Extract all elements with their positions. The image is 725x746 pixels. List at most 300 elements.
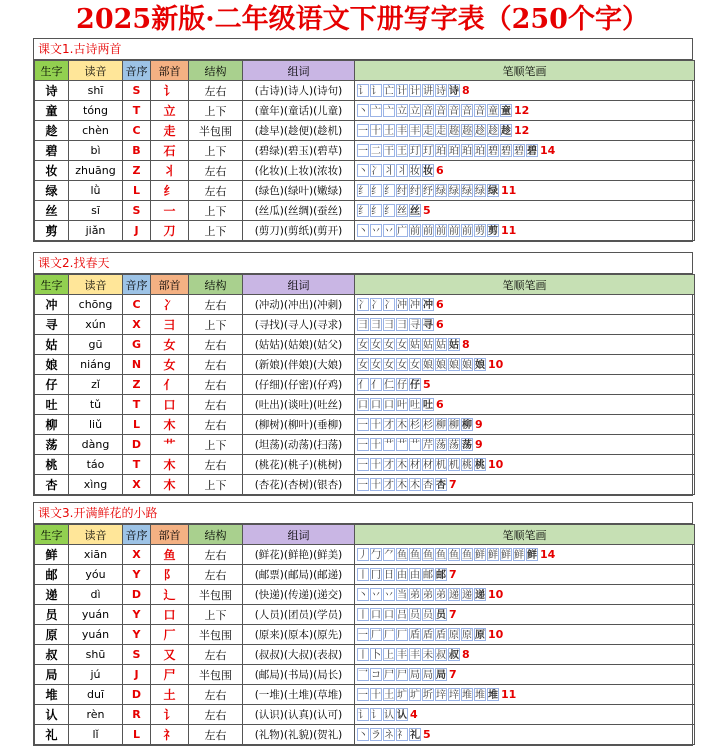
stroke-box: 绿	[462, 186, 472, 198]
stroke-box: 原	[462, 630, 472, 642]
stroke-box: 姑	[449, 340, 459, 352]
column-header-pinyin: 读音	[69, 275, 123, 295]
stroke-box: 鱼	[462, 550, 472, 562]
stroke-box: 木	[410, 480, 420, 492]
stroke-box: 一	[358, 126, 368, 138]
stroke-box: 寻	[410, 320, 420, 332]
strokes-cell	[355, 355, 695, 375]
stroke-box: 女	[384, 340, 394, 352]
stroke-box: 鱼	[449, 550, 459, 562]
order-cell: L	[123, 725, 151, 745]
strokes-cell	[355, 201, 695, 221]
character-cell: 鲜	[35, 545, 69, 565]
table-row	[35, 161, 695, 181]
stroke-box: 未	[423, 650, 433, 662]
stroke-box: 土	[384, 126, 394, 138]
table-row	[35, 121, 695, 141]
stroke-count: 14	[540, 144, 556, 158]
stroke-box: 纾	[423, 186, 433, 198]
radical-cell: 木	[151, 415, 189, 435]
stroke-box: 十	[371, 460, 381, 472]
stroke-box: 员	[410, 610, 420, 622]
stroke-box: 日	[384, 570, 394, 582]
table-row	[35, 565, 695, 585]
pinyin-cell: duī	[69, 685, 123, 705]
stroke-box: 趁	[501, 126, 511, 138]
stroke-box: 鱼	[397, 550, 407, 562]
stroke-box: 鲜	[514, 550, 524, 562]
stroke-box: 趁	[475, 126, 485, 138]
table-row	[35, 355, 695, 375]
stroke-box: 材	[410, 460, 420, 472]
stroke-box: 口	[371, 400, 381, 412]
character-cell: 丝	[35, 201, 69, 221]
stroke-box: ラ	[371, 730, 381, 742]
words-cell: (人员)(团员)(学员)	[243, 605, 355, 625]
table-row	[35, 395, 695, 415]
strokes-cell	[355, 605, 695, 625]
stroke-box: 圻	[423, 690, 433, 702]
stroke-box: 冫	[358, 300, 368, 312]
stroke-box: 弟	[410, 590, 420, 602]
column-header-words: 组词	[243, 525, 355, 545]
stroke-box: 厂	[397, 630, 407, 642]
stroke-box: 员	[436, 610, 446, 622]
table-row	[35, 221, 695, 241]
column-header-radical: 部首	[151, 275, 189, 295]
structure-cell: 左右	[189, 181, 243, 201]
radical-cell: 鱼	[151, 545, 189, 565]
order-cell: B	[123, 141, 151, 161]
structure-cell: 半包围	[189, 121, 243, 141]
words-cell: (姑姑)(姑娘)(姑父)	[243, 335, 355, 355]
table-row	[35, 665, 695, 685]
stroke-box: 冂	[371, 570, 381, 582]
stroke-box: 前	[462, 226, 472, 238]
stroke-box: 吕	[397, 610, 407, 622]
stroke-count: 5	[423, 204, 431, 218]
radical-cell: 辶	[151, 585, 189, 605]
stroke-box: 娘	[475, 360, 485, 372]
column-header-order: 音序	[123, 525, 151, 545]
stroke-box: 一	[358, 690, 368, 702]
stroke-box: 尸	[397, 670, 407, 682]
stroke-box: 叔	[436, 650, 446, 662]
order-cell: Z	[123, 375, 151, 395]
stroke-box: 纣	[410, 186, 420, 198]
stroke-box: 立	[397, 106, 407, 118]
stroke-box: 认	[397, 710, 407, 722]
character-cell: 娘	[35, 355, 69, 375]
character-cell: 礼	[35, 725, 69, 745]
order-cell: Y	[123, 625, 151, 645]
stroke-count: 10	[488, 458, 504, 472]
stroke-box: 叔	[449, 650, 459, 662]
character-table	[34, 274, 695, 495]
stroke-box: 才	[384, 460, 394, 472]
stroke-box: 丶	[358, 106, 368, 118]
stroke-box: 艹	[397, 440, 407, 452]
radical-cell: 丬	[151, 161, 189, 181]
strokes-cell	[355, 665, 695, 685]
stroke-box: 纣	[397, 186, 407, 198]
structure-cell: 上下	[189, 605, 243, 625]
stroke-box: 一	[358, 480, 368, 492]
strokes-cell	[355, 221, 695, 241]
words-cell: (鲜花)(鲜艳)(鲜美)	[243, 545, 355, 565]
radical-cell: 口	[151, 395, 189, 415]
structure-cell: 左右	[189, 81, 243, 101]
words-cell: (冲动)(冲出)(冲刺)	[243, 295, 355, 315]
stroke-box: 冲	[423, 300, 433, 312]
stroke-box: 玎	[410, 146, 420, 158]
stroke-box: 口	[371, 610, 381, 622]
stroke-box: 亡	[384, 86, 394, 98]
strokes-cell	[355, 455, 695, 475]
stroke-box: 丨	[358, 650, 368, 662]
stroke-box: 口	[384, 400, 394, 412]
stroke-box: 鱼	[436, 550, 446, 562]
words-cell: (柳树)(柳叶)(垂柳)	[243, 415, 355, 435]
pinyin-cell: jú	[69, 665, 123, 685]
structure-cell: 上下	[189, 475, 243, 495]
stroke-box: 鲜	[475, 550, 485, 562]
stroke-box: 丰	[397, 126, 407, 138]
column-header-radical: 部首	[151, 61, 189, 81]
stroke-box: 丶	[358, 226, 368, 238]
stroke-box: 圹	[410, 690, 420, 702]
stroke-count: 7	[449, 608, 457, 622]
structure-cell: 左右	[189, 415, 243, 435]
stroke-box: 亻	[358, 380, 368, 392]
order-cell: D	[123, 585, 151, 605]
stroke-box: 递	[475, 590, 485, 602]
radical-cell: 刀	[151, 221, 189, 241]
stroke-box: 丶	[358, 590, 368, 602]
stroke-box: 鲜	[527, 550, 537, 562]
header-row	[35, 525, 695, 545]
stroke-box: 丷	[384, 226, 394, 238]
stroke-box: 鱼	[410, 550, 420, 562]
stroke-box: 童	[488, 106, 498, 118]
radical-cell: 土	[151, 685, 189, 705]
stroke-box: 仔	[410, 380, 420, 392]
pinyin-cell: lǐ	[69, 725, 123, 745]
stroke-count: 8	[462, 338, 470, 352]
stroke-box: 芹	[423, 440, 433, 452]
pinyin-cell: tǔ	[69, 395, 123, 415]
strokes-cell	[355, 295, 695, 315]
stroke-box: 杏	[423, 480, 433, 492]
character-cell: 荡	[35, 435, 69, 455]
words-cell: (吐出)(谈吐)(吐丝)	[243, 395, 355, 415]
column-header-strokes: 笔顺笔画	[355, 61, 695, 81]
pinyin-cell: dì	[69, 585, 123, 605]
order-cell: S	[123, 645, 151, 665]
stroke-box: 前	[449, 226, 459, 238]
pinyin-cell: yóu	[69, 565, 123, 585]
table-row	[35, 335, 695, 355]
stroke-box: 讲	[423, 86, 433, 98]
structure-cell: 半包围	[189, 665, 243, 685]
stroke-box: 趁	[488, 126, 498, 138]
character-cell: 妆	[35, 161, 69, 181]
stroke-box: 由	[410, 570, 420, 582]
structure-cell: 左右	[189, 455, 243, 475]
strokes-cell	[355, 705, 695, 725]
table-row	[35, 685, 695, 705]
pinyin-cell: yuán	[69, 625, 123, 645]
stroke-box: 丰	[397, 650, 407, 662]
radical-cell: 石	[151, 141, 189, 161]
strokes-cell	[355, 335, 695, 355]
stroke-box: 荡	[462, 440, 472, 452]
stroke-box: 礻	[397, 730, 407, 742]
stroke-box: 十	[371, 126, 381, 138]
character-cell: 原	[35, 625, 69, 645]
order-cell: D	[123, 685, 151, 705]
stroke-box: 丷	[384, 590, 394, 602]
structure-cell: 左右	[189, 545, 243, 565]
stroke-box: 女	[371, 340, 381, 352]
header-row	[35, 61, 695, 81]
stroke-box: 勹	[371, 550, 381, 562]
pinyin-cell: xún	[69, 315, 123, 335]
stroke-box: 柳	[462, 420, 472, 432]
stroke-box: 走	[423, 126, 433, 138]
structure-cell: 左右	[189, 725, 243, 745]
stroke-box: 珀	[436, 146, 446, 158]
strokes-cell	[355, 585, 695, 605]
radical-cell: 讠	[151, 705, 189, 725]
pinyin-cell: chōng	[69, 295, 123, 315]
words-cell: (杏花)(杏树)(银杏)	[243, 475, 355, 495]
stroke-box: 计	[397, 86, 407, 98]
stroke-count: 12	[514, 124, 530, 138]
character-cell: 递	[35, 585, 69, 605]
column-header-structure: 结构	[189, 525, 243, 545]
words-cell: (碧绿)(碧玉)(碧草)	[243, 141, 355, 161]
stroke-box: 乛	[358, 670, 368, 682]
stroke-count: 6	[436, 318, 444, 332]
stroke-box: 弟	[423, 590, 433, 602]
stroke-count: 12	[514, 104, 530, 118]
column-header-order: 音序	[123, 61, 151, 81]
stroke-box: 当	[397, 590, 407, 602]
stroke-box: 仔	[397, 380, 407, 392]
stroke-box: 一	[358, 630, 368, 642]
stroke-box: 珀	[449, 146, 459, 158]
order-cell: S	[123, 81, 151, 101]
table-row	[35, 585, 695, 605]
stroke-box: 丷	[371, 590, 381, 602]
stroke-box: 亠	[371, 106, 381, 118]
stroke-box: 递	[462, 590, 472, 602]
stroke-box: 讠	[358, 86, 368, 98]
stroke-box: 厂	[371, 630, 381, 642]
structure-cell: 半包围	[189, 585, 243, 605]
stroke-box: 上	[384, 650, 394, 662]
words-cell: (坦荡)(动荡)(扫荡)	[243, 435, 355, 455]
table-row	[35, 415, 695, 435]
table-row	[35, 201, 695, 221]
stroke-box: 冫	[384, 300, 394, 312]
stroke-box: 绿	[436, 186, 446, 198]
words-cell: (童年)(童话)(儿童)	[243, 101, 355, 121]
lesson-title: 课文2.找春天	[34, 253, 692, 274]
words-cell: (邮局)(书局)(局长)	[243, 665, 355, 685]
stroke-box: 盾	[423, 630, 433, 642]
column-header-order: 音序	[123, 275, 151, 295]
stroke-box: 才	[384, 420, 394, 432]
stroke-box: 十	[371, 480, 381, 492]
stroke-box: 干	[384, 146, 394, 158]
stroke-box: 趂	[462, 126, 472, 138]
character-cell: 童	[35, 101, 69, 121]
words-cell: (桃花)(桃子)(桃树)	[243, 455, 355, 475]
stroke-box: 娘	[436, 360, 446, 372]
pinyin-cell: chèn	[69, 121, 123, 141]
stroke-box: 剪	[488, 226, 498, 238]
radical-cell: 礻	[151, 725, 189, 745]
stroke-box: 丶	[358, 166, 368, 178]
structure-cell: 上下	[189, 221, 243, 241]
radical-cell: 讠	[151, 81, 189, 101]
character-cell: 邮	[35, 565, 69, 585]
stroke-box: 妆	[423, 166, 433, 178]
structure-cell: 上下	[189, 141, 243, 161]
table-row	[35, 455, 695, 475]
column-header-words: 组词	[243, 275, 355, 295]
stroke-box: 由	[397, 570, 407, 582]
radical-cell: 艹	[151, 435, 189, 455]
pinyin-cell: liǔ	[69, 415, 123, 435]
stroke-box: 彐	[397, 320, 407, 332]
stroke-box: ⺈	[384, 550, 394, 562]
strokes-cell	[355, 625, 695, 645]
stroke-count: 10	[488, 358, 504, 372]
column-header-strokes: 笔顺笔画	[355, 525, 695, 545]
lesson-section	[33, 252, 693, 496]
stroke-box: 一	[358, 146, 368, 158]
stroke-box: 丨	[358, 610, 368, 622]
table-row	[35, 725, 695, 745]
character-cell: 柳	[35, 415, 69, 435]
stroke-box: 娘	[423, 360, 433, 372]
stroke-box: 杉	[423, 420, 433, 432]
radical-cell: 冫	[151, 295, 189, 315]
stroke-box: 垶	[449, 690, 459, 702]
radical-cell: 女	[151, 355, 189, 375]
structure-cell: 左右	[189, 375, 243, 395]
stroke-box: 女	[384, 360, 394, 372]
pinyin-cell: sī	[69, 201, 123, 221]
character-cell: 姑	[35, 335, 69, 355]
stroke-box: 机	[449, 460, 459, 472]
lesson-section	[33, 38, 693, 242]
strokes-cell	[355, 161, 695, 181]
strokes-cell	[355, 101, 695, 121]
structure-cell: 左右	[189, 645, 243, 665]
stroke-count: 9	[475, 418, 483, 432]
order-cell: T	[123, 455, 151, 475]
stroke-box: 纟	[358, 186, 368, 198]
column-header-char: 生字	[35, 61, 69, 81]
table-row	[35, 181, 695, 201]
words-cell: (寻找)(寻人)(寻求)	[243, 315, 355, 335]
character-cell: 叔	[35, 645, 69, 665]
stroke-box: 冫	[371, 300, 381, 312]
stroke-box: 丰	[410, 126, 420, 138]
column-header-pinyin: 读音	[69, 525, 123, 545]
page-title: 2025新版·二年级语文下册写字表（250个字）	[76, 4, 649, 35]
words-cell: (新娘)(伴娘)(大娘)	[243, 355, 355, 375]
character-cell: 寻	[35, 315, 69, 335]
stroke-count: 5	[423, 378, 431, 392]
character-cell: 堆	[35, 685, 69, 705]
stroke-box: 剪	[475, 226, 485, 238]
stroke-box: 木	[397, 480, 407, 492]
order-cell: S	[123, 201, 151, 221]
stroke-box: 邮	[423, 570, 433, 582]
stroke-count: 5	[423, 728, 431, 742]
stroke-box: 桃	[475, 460, 485, 472]
character-cell: 吐	[35, 395, 69, 415]
stroke-box: 讠	[371, 710, 381, 722]
stroke-box: 冫	[371, 166, 381, 178]
column-header-structure: 结构	[189, 61, 243, 81]
lesson-title: 课文1.古诗两首	[34, 39, 692, 60]
table-row	[35, 141, 695, 161]
words-cell: (丝瓜)(丝绸)(蚕丝)	[243, 201, 355, 221]
stroke-box: 丷	[371, 226, 381, 238]
stroke-box: 王	[397, 146, 407, 158]
stroke-box: 姑	[436, 340, 446, 352]
stroke-box: 一	[358, 440, 368, 452]
structure-cell: 左右	[189, 685, 243, 705]
character-cell: 碧	[35, 141, 69, 161]
table-row	[35, 605, 695, 625]
stroke-box: 亻	[371, 380, 381, 392]
stroke-box: 纟	[384, 186, 394, 198]
stroke-box: 叶	[397, 400, 407, 412]
stroke-count: 8	[462, 84, 470, 98]
stroke-box: 桃	[462, 460, 472, 472]
stroke-box: 女	[358, 360, 368, 372]
pinyin-cell: zhuāng	[69, 161, 123, 181]
pinyin-cell: lǜ	[69, 181, 123, 201]
structure-cell: 上下	[189, 435, 243, 455]
stroke-box: 吐	[423, 400, 433, 412]
stroke-box: 木	[397, 420, 407, 432]
strokes-cell	[355, 565, 695, 585]
stroke-box: 鲜	[501, 550, 511, 562]
table-row	[35, 705, 695, 725]
structure-cell: 左右	[189, 395, 243, 415]
table-row	[35, 545, 695, 565]
stroke-box: 递	[449, 590, 459, 602]
stroke-box: 厂	[384, 630, 394, 642]
stroke-box: 冲	[397, 300, 407, 312]
character-cell: 杏	[35, 475, 69, 495]
stroke-box: 寻	[423, 320, 433, 332]
character-cell: 剪	[35, 221, 69, 241]
column-header-strokes: 笔顺笔画	[355, 275, 695, 295]
strokes-cell	[355, 475, 695, 495]
stroke-box: 杏	[436, 480, 446, 492]
words-cell: (剪刀)(剪纸)(剪开)	[243, 221, 355, 241]
radical-cell: 阝	[151, 565, 189, 585]
